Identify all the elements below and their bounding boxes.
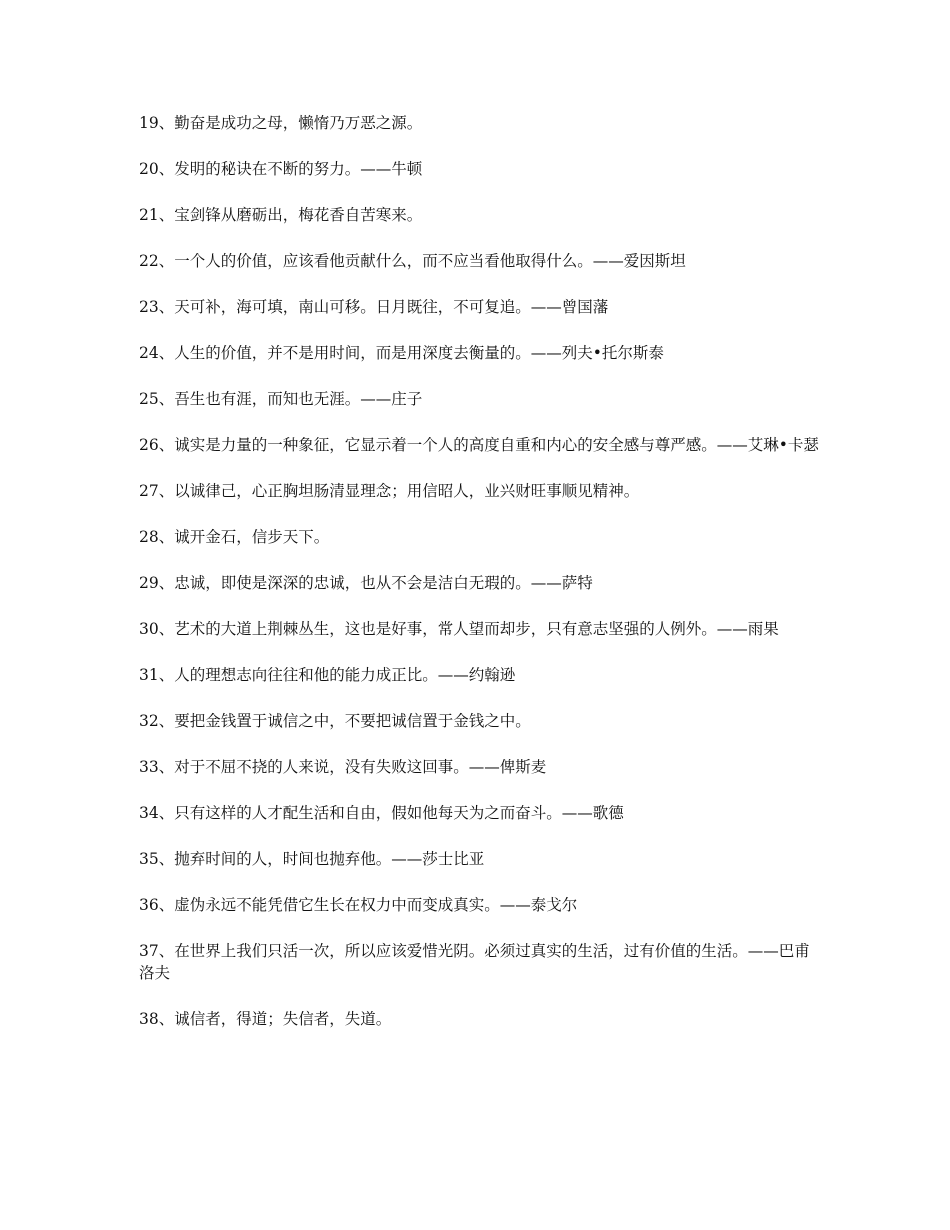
quote-32: 32、要把金钱置于诚信之中，不要把诚信置于金钱之中。: [139, 712, 531, 730]
quote-30: 30、艺术的大道上荆棘丛生，这也是好事，常人望而却步，只有意志坚强的人例外。——雨果: [139, 620, 779, 638]
quote-28: 28、诚开金石，信步天下。: [139, 528, 330, 546]
quote-22: 22、一个人的价值，应该看他贡献什么，而不应当看他取得什么。——爱因斯坦: [139, 252, 686, 270]
quote-25: 25、吾生也有涯，而知也无涯。——庄子: [139, 390, 423, 408]
quote-31: 31、人的理想志向往往和他的能力成正比。——约翰逊: [139, 666, 516, 684]
quote-21: 21、宝剑锋从磨砺出，梅花香自苦寒来。: [139, 206, 423, 224]
quote-34: 34、只有这样的人才配生活和自由，假如他每天为之而奋斗。——歌德: [139, 804, 624, 822]
quote-20: 20、发明的秘诀在不断的努力。——牛顿: [139, 160, 423, 178]
quote-35: 35、抛弃时间的人，时间也抛弃他。——莎士比亚: [139, 850, 485, 868]
quote-19: 19、勤奋是成功之母，懒惰乃万恶之源。: [139, 114, 423, 132]
quote-33: 33、对于不屈不挠的人来说，没有失败这回事。——俾斯麦: [139, 758, 547, 776]
quote-29: 29、忠诚，即使是深深的忠诚，也从不会是洁白无瑕的。——萨特: [139, 574, 593, 592]
quote-23: 23、天可补，海可填，南山可移。日月既往，不可复追。——曾国藩: [139, 298, 609, 316]
quote-24: 24、人生的价值，并不是用时间，而是用深度去衡量的。——列夫•托尔斯泰: [139, 344, 664, 362]
quote-27: 27、以诚律己，心正胸坦肠清显理念；用信昭人，业兴财旺事顺见精神。: [139, 482, 640, 500]
quote-37: 37、在世界上我们只活一次，所以应该爱惜光阴。必须过真实的生活，过有价值的生活。——巴甫洛夫: [139, 942, 810, 982]
quote-36: 36、虚伪永远不能凭借它生长在权力中而变成真实。——泰戈尔: [139, 896, 578, 914]
quote-38: 38、诚信者，得道；失信者，失道。: [139, 1010, 392, 1028]
quote-list: [139, 112, 819, 1054]
quote-26: 26、诚实是力量的一种象征，它显示着一个人的高度自重和内心的安全感与尊严感。——艾琳•卡瑟: [139, 436, 819, 454]
